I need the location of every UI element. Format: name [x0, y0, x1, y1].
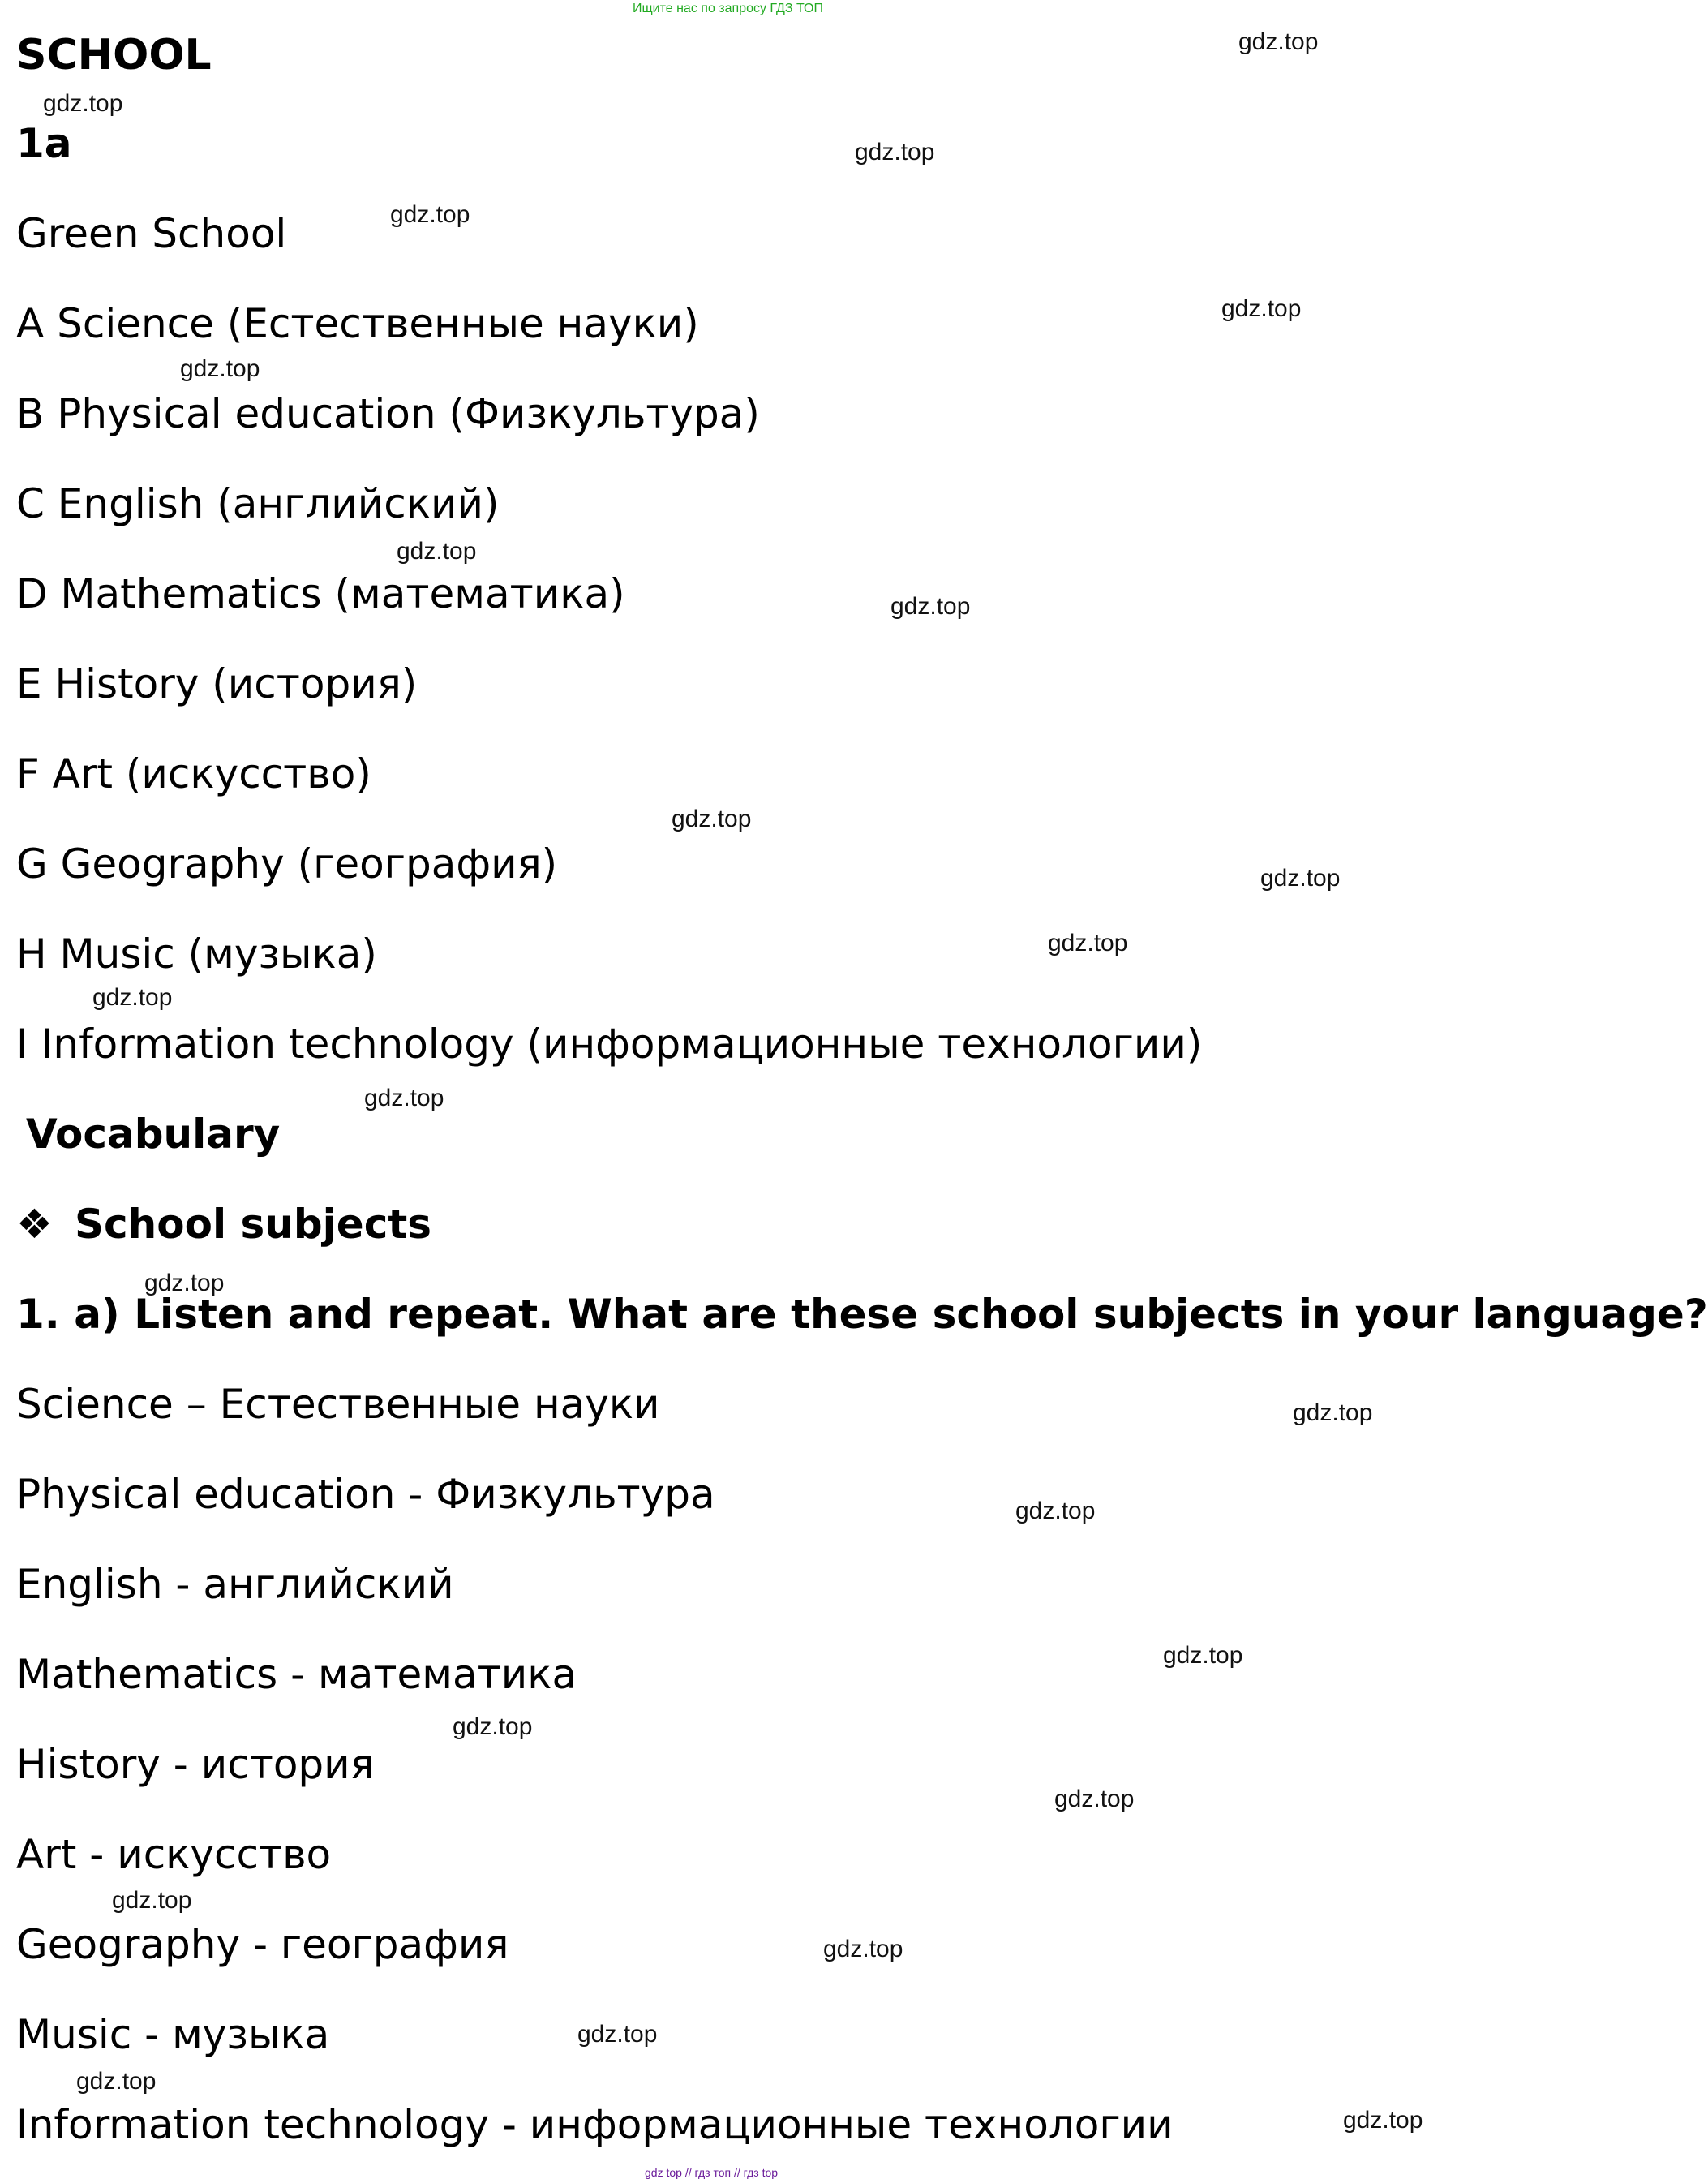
watermark: gdz.top: [1343, 2107, 1423, 2134]
translation-line: Mathematics - математика: [16, 1651, 577, 1698]
watermark: gdz.top: [1221, 295, 1302, 322]
translation-line: Music - музыка: [16, 2011, 330, 2058]
translation-line: Geography - география: [16, 1921, 509, 1968]
exercise-label: 1a: [16, 120, 72, 167]
watermark: gdz.top: [1293, 1399, 1373, 1426]
watermark: gdz.top: [390, 201, 470, 228]
subjects-heading: School subjects: [75, 1201, 431, 1248]
watermark: gdz.top: [453, 1713, 533, 1740]
watermark: gdz.top: [92, 984, 173, 1011]
watermark: gdz.top: [144, 1270, 225, 1296]
watermark: gdz.top: [855, 139, 935, 165]
watermark: gdz.top: [1260, 865, 1341, 892]
watermark: gdz.top: [112, 1887, 192, 1914]
footer-watermark: gdz top // гдз топ // гдз top: [645, 2166, 779, 2179]
watermark: gdz.top: [397, 538, 477, 565]
translation-line: English - английский: [16, 1561, 454, 1608]
watermark: gdz.top: [43, 90, 123, 117]
task-heading: 1. a) Listen and repeat. What are these school subjects in your language?: [16, 1291, 1708, 1338]
translation-line: Art - искусство: [16, 1831, 332, 1878]
top-banner: Ищите нас по запросу ГДЗ ТОП: [633, 2, 823, 15]
translation-line: History - история: [16, 1741, 375, 1788]
watermark: gdz.top: [1054, 1786, 1135, 1812]
watermark: gdz.top: [1048, 930, 1128, 956]
watermark: gdz.top: [76, 2068, 157, 2095]
subjects-heading-row: [16, 1201, 431, 1248]
answer-line: B Physical education (Физкультура): [16, 390, 760, 437]
watermark: gdz.top: [1163, 1642, 1243, 1669]
watermark: gdz.top: [823, 1936, 903, 1962]
watermark: gdz.top: [180, 355, 260, 382]
translation-line: Information technology - информационные технологии: [16, 2101, 1174, 2148]
answer-line: D Mathematics (математика): [16, 570, 625, 617]
answer-line: I Information technology (информационные технологии): [16, 1021, 1203, 1068]
diamond-bullet-icon: ❖: [16, 1201, 53, 1248]
watermark: gdz.top: [1015, 1498, 1096, 1524]
answer-line: A Science (Естественные науки): [16, 300, 699, 347]
page-title: SCHOOL: [16, 31, 212, 80]
watermark: gdz.top: [1238, 28, 1319, 55]
translation-line: Physical education - Физкультура: [16, 1471, 715, 1518]
vocabulary-heading: Vocabulary: [26, 1111, 281, 1158]
exercise-heading: Green School: [16, 210, 287, 257]
answer-line: F Art (искусство): [16, 750, 371, 797]
watermark: gdz.top: [577, 2021, 658, 2048]
translation-line: Science – Естественные науки: [16, 1381, 660, 1428]
watermark: gdz.top: [672, 806, 752, 832]
watermark: gdz.top: [364, 1085, 444, 1111]
answer-line: C English (английский): [16, 480, 500, 527]
answer-line: G Geography (география): [16, 840, 558, 888]
answer-line: E History (история): [16, 660, 418, 707]
watermark: gdz.top: [890, 593, 971, 620]
answer-line: H Music (музыка): [16, 930, 377, 978]
